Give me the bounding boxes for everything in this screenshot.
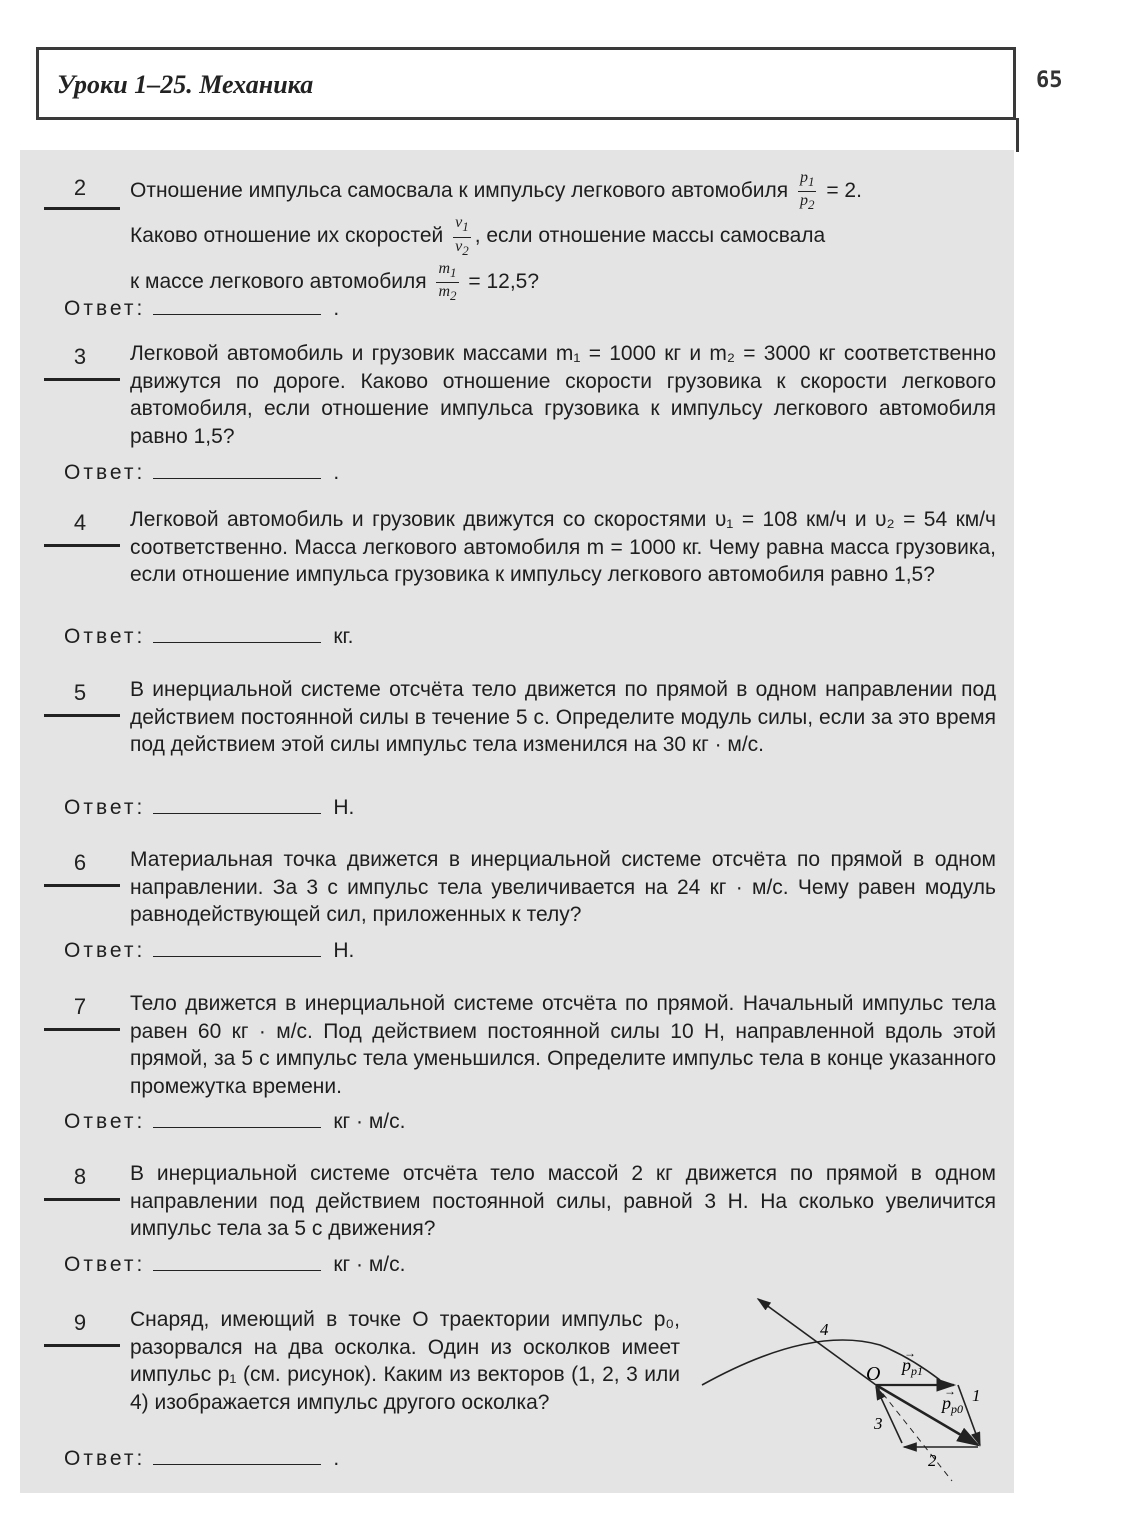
task-number: 3 <box>73 344 87 369</box>
number-2: 2 <box>928 1451 937 1470</box>
answer-line-7[interactable]: Ответ: кг · м/с. <box>64 1110 406 1133</box>
dashed-guide <box>876 1385 952 1481</box>
vector-4 <box>758 1299 876 1385</box>
task-number: 4 <box>73 510 87 535</box>
task-text: Легковой автомобиль и грузовик движутся со скоростями υ₁ = 108 км/ч и υ₂ = 54 км/ч соответственно. Масса легкового автомобиля m = 1000 кг. Чему равна масса грузовика, если отношение импульса грузовика к импульсу легкового автомобиля равно 1,5? <box>130 508 996 586</box>
fraction-v1-v2: $\frac{v_1}{v_2}$ <box>455 214 469 258</box>
task-underline <box>44 714 120 717</box>
header-box <box>36 47 1016 120</box>
answer-blank[interactable] <box>153 797 321 814</box>
answer-blank[interactable] <box>153 940 321 957</box>
momentum-vectors-diagram <box>690 1285 1010 1485</box>
fraction-p1-p2: $\frac{p_1}{p_2}$ <box>799 169 815 213</box>
answer-blank[interactable] <box>153 462 321 479</box>
task-underline <box>44 884 120 887</box>
number-4: 4 <box>820 1320 829 1339</box>
answer-blank[interactable] <box>153 1448 321 1465</box>
answer-line-8[interactable]: Ответ: кг · м/с. <box>64 1253 406 1276</box>
answer-line-3[interactable]: Ответ: . <box>64 461 340 484</box>
answer-line-6[interactable]: Ответ: Н. <box>64 939 355 962</box>
task-text: В инерциальной системе отсчёта тело массой 2 кг движется по прямой в одном направлении под действием постоянной силы, равной 3 Н. На сколько увеличится импульс тела за 5 с движения? <box>130 1162 996 1240</box>
task-text: Отношение импульса самосвала к импульсу легкового автомобиля $\frac{p_1}{p_2}$ = 2. Каково отношение их скоростей $\frac{v_1}{v_2}$ , если отношение массы самосвала к массе легкового автомобиля $\frac{m_1}{m_2}$ = 12,5? <box>130 169 862 304</box>
number-3: 3 <box>874 1414 883 1433</box>
chapter-title: Уроки 1–25. Механика <box>57 70 314 99</box>
task-underline <box>44 1198 120 1201</box>
answer-blank[interactable] <box>153 626 321 643</box>
vector-label-p1: $p_{p1}$ <box>902 1355 923 1378</box>
task-text: Снаряд, имеющий в точке O траектории импульс p₀, разорвался на два осколка. Один из осколков имеет импульс p₁ (см. рисунок). Каким из векторов (1, 2, 3 или 4) изображается импульс другого осколка? <box>130 1308 680 1414</box>
task-number: 2 <box>73 175 87 200</box>
task-number: 9 <box>73 1310 87 1335</box>
task-underline <box>44 1344 120 1347</box>
page-number: 65 <box>1036 68 1063 93</box>
task-underline <box>44 378 120 381</box>
task-number: 7 <box>73 994 87 1019</box>
task-number: 5 <box>73 680 87 705</box>
fraction-m1-m2: $\frac{m_1}{m_2}$ <box>438 259 457 304</box>
task-underline <box>44 544 120 547</box>
header-divider <box>1016 118 1019 152</box>
answer-line-2[interactable]: Ответ: . <box>64 297 340 320</box>
task-number: 8 <box>73 1164 87 1189</box>
answer-line-9[interactable]: Ответ: . <box>64 1447 340 1470</box>
number-1: 1 <box>972 1386 981 1405</box>
answer-line-4[interactable]: Ответ: кг. <box>64 625 354 648</box>
answer-blank[interactable] <box>153 298 321 315</box>
task-underline <box>44 1028 120 1031</box>
task-underline <box>44 207 120 210</box>
point-O-label: O <box>866 1363 881 1385</box>
task-text: Тело движется в инерциальной системе отсчёта по прямой. Начальный импульс тела равен 60 кг · м/с. Под действием постоянной силы 10 Н, направленной вдоль этой прямой, за 5 с импульс тела уменьшился. Определите импульс тела в конце указанного промежутка времени. <box>130 992 996 1098</box>
arrow-glyph: → <box>944 1384 956 1398</box>
answer-blank[interactable] <box>153 1254 321 1271</box>
task-text: В инерциальной системе отсчёта тело движется по прямой в одном направлении под действием постоянной силы в течение 5 с. Определите модуль силы, если за это время под действием этой силы импульс тела изменился на 30 кг · м/с. <box>130 678 996 756</box>
answer-blank[interactable] <box>153 1111 321 1128</box>
task-text: Материальная точка движется в инерциальной системе отсчёта по прямой в одном направлении. За 3 с импульс тела увеличивается на 24 кг · м/с. Чему равен модуль равнодействующей сил, приложенных к телу? <box>130 848 996 926</box>
task-text: Легковой автомобиль и грузовик массами m₁ = 1000 кг и m₂ = 3000 кг соответственно движутся по дороге. Каково отношение скорости грузовика к скорости легкового автомобиля, если отношение импульса грузовика к импульсу легкового автомобиля равно 1,5? <box>130 342 996 448</box>
arrow-glyph: → <box>904 1346 916 1360</box>
answer-line-5[interactable]: Ответ: Н. <box>64 796 355 819</box>
vector-label-p0: $p_{p0}$ <box>942 1393 963 1416</box>
task-number: 6 <box>73 850 87 875</box>
